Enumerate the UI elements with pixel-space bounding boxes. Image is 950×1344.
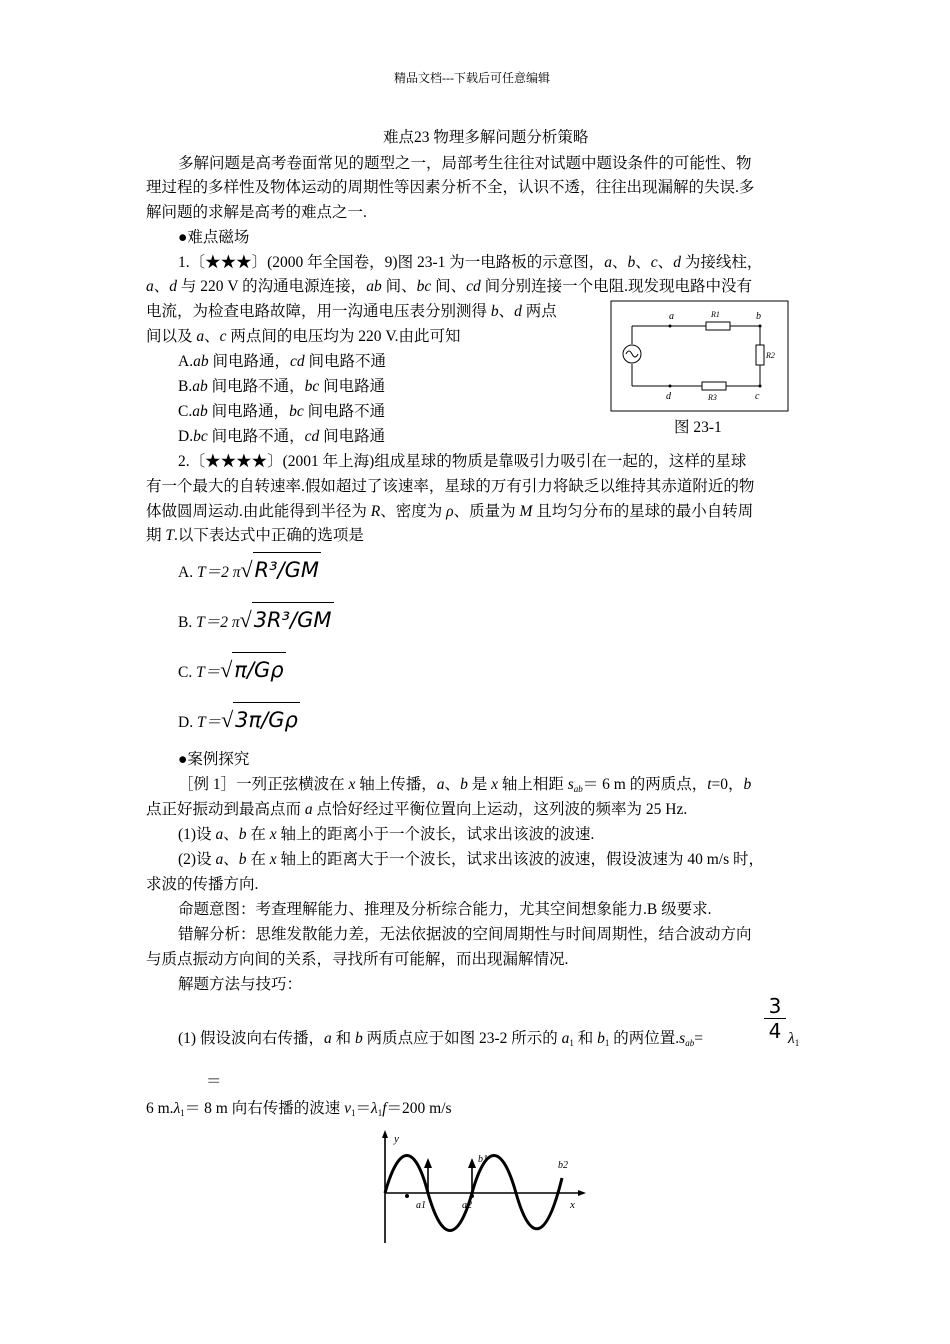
solution-line: 6 $m.\lambda_1= 8$ m 向右传播的波速 $v_1=\lambda_1f=200$ m/s <box>146 1100 452 1118</box>
intro-line: 多解问题是高考卷面常见的题型之一，局部考生往往对试题中题设条件的可能性、物 <box>178 155 752 172</box>
terminal-a <box>669 325 672 328</box>
solution-line: (1) 假设波向右传播，a 和 b 两质点应于如图 23-2 所示的 $a_1$ 和 $b_1$ 的两位置$.s_{ab}=$ <box>178 1030 703 1048</box>
terminal-b <box>759 325 762 328</box>
label-r1: R1 <box>711 310 720 319</box>
q1-line: 1.〔★★★〕(2000 年全国卷，9)图 23-1 为一电路板的示意图，a、b、c、d 为接线柱， <box>178 254 763 271</box>
q1-option-d: D.bc 间电路不通，cd 间电路通 <box>178 428 386 445</box>
arrow-up-icon <box>468 1158 476 1168</box>
label-a: a <box>669 311 674 322</box>
resistor-r2 <box>756 345 764 365</box>
example-line: 求波的传播方向. <box>146 876 259 893</box>
q2-line: 有一个最大的自转速率.假如超过了该速率，星球的万有引力将缺乏以维持其赤道附近的物 <box>146 478 755 495</box>
circuit-diagram <box>610 300 790 412</box>
example-line: 点正好振动到最高点而 a 点恰好经过平衡位置向上运动，这列波的频率为 25 Hz. <box>146 801 688 818</box>
q1-option-c: C.ab 间电路通，bc 间电路不通 <box>178 403 386 420</box>
label-r2: R2 <box>766 351 775 360</box>
label-b1: b1 <box>478 1154 488 1165</box>
section-heading: ●案例探究 <box>178 751 250 768</box>
lambda-symbol: $\lambda_1$ <box>788 1030 800 1048</box>
intro-line: 解问题的求解是高考的难点之一. <box>146 204 367 221</box>
example-part-1: (1)设 a、b 在 x 轴上的距离小于一个波长，试求出该波的波速. <box>178 826 595 843</box>
arrow-up-icon <box>424 1158 432 1168</box>
q1-option-a: A.ab 间电路通，cd 间电路不通 <box>178 353 386 370</box>
q2-line: 期 T.以下表达式中正确的选项是 <box>146 527 364 544</box>
point-a2 <box>470 1194 474 1198</box>
terminal-c <box>759 385 762 388</box>
q2-option-a: A. T＝2 π√R³/GM <box>178 552 321 590</box>
resistor-r3 <box>702 382 726 390</box>
label-a2: a2 <box>462 1200 472 1211</box>
axis-label-y: y <box>394 1133 399 1145</box>
page-title: 难点23 物理多解问题分析策略 <box>383 129 589 146</box>
y-axis-arrow-icon <box>382 1130 388 1138</box>
example-part-2: (2)设 a、b 在 x 轴上的距离大于一个波长，试求出该波的波速，假设波速为 40 m/s 时， <box>178 851 765 868</box>
label-d: d <box>666 391 671 402</box>
terminal-d <box>669 385 672 388</box>
q2-option-b: B. T＝2 π√3R³/GM <box>178 602 334 640</box>
example-line: ［例 1］一列正弦横波在 x 轴上传播，a、b 是 x 轴上相距 $s_{ab}= 6$ m 的两质点，t=0，b <box>178 776 752 794</box>
equals-sign: ＝ <box>206 1073 222 1090</box>
q1-option-b: B.ab 间电路不通，bc 间电路通 <box>178 378 386 395</box>
point-a1 <box>405 1194 409 1198</box>
q2-line: 体做圆周运动.由此能得到半径为 R、密度为 ρ、质量为 M 且均匀分布的星球的最小自转周 <box>146 503 754 520</box>
label-b: b <box>756 311 761 322</box>
error-line: 与质点振动方向间的关系，寻找所有可能解，而出现漏解情况. <box>146 951 569 968</box>
intro-line: 理过程的多样性及物体运动的周期性等因素分析不全，认识不透，往往出现漏解的失误.多 <box>146 179 755 196</box>
q2-option-d: D. T＝√3π/Gρ <box>178 702 300 740</box>
q2-option-c: C. T＝√π/Gρ <box>178 652 286 690</box>
page-header: 精品文档---下载后可任意编辑 <box>394 71 550 85</box>
resistor-r1 <box>706 322 730 330</box>
wave-diagram <box>372 1128 592 1248</box>
q1-line: 间以及 a、c 两点间的电压均为 220 V.由此可知 <box>146 328 461 345</box>
section-heading: ●难点磁场 <box>178 229 250 246</box>
label-a1: a1 <box>416 1200 426 1211</box>
q2-line: 2.〔★★★★〕(2001 年上海)组成星球的物质是靠吸引力吸引在一起的，这样的星球 <box>178 453 747 470</box>
q1-line: a、d 与 220 V 的沟通电源连接，ab 间、bc 间、cd 间分别连接一个电阻.现发现电路中没有 <box>146 278 753 295</box>
fraction: $\frac{3}{4}$ <box>764 994 786 1043</box>
q1-line: 电流，为检查电路故障，用一沟通电压表分别测得 b、d 两点 <box>146 303 557 320</box>
label-r3: R3 <box>708 393 717 402</box>
label-b2: b2 <box>558 1160 568 1171</box>
axis-label-x: x <box>570 1199 575 1211</box>
x-axis-arrow-icon <box>578 1190 586 1196</box>
intent-line: 命题意图：考查理解能力、推理及分析综合能力，尤其空间想象能力.B 级要求. <box>178 901 712 918</box>
figure-caption: 图 23-1 <box>674 419 722 436</box>
method-line: 解题方法与技巧： <box>178 976 303 993</box>
error-line: 错解分析：思维发散能力差，无法依据波的空间周期性与时间周期性，结合波动方向 <box>178 926 752 943</box>
label-c: c <box>755 391 760 402</box>
